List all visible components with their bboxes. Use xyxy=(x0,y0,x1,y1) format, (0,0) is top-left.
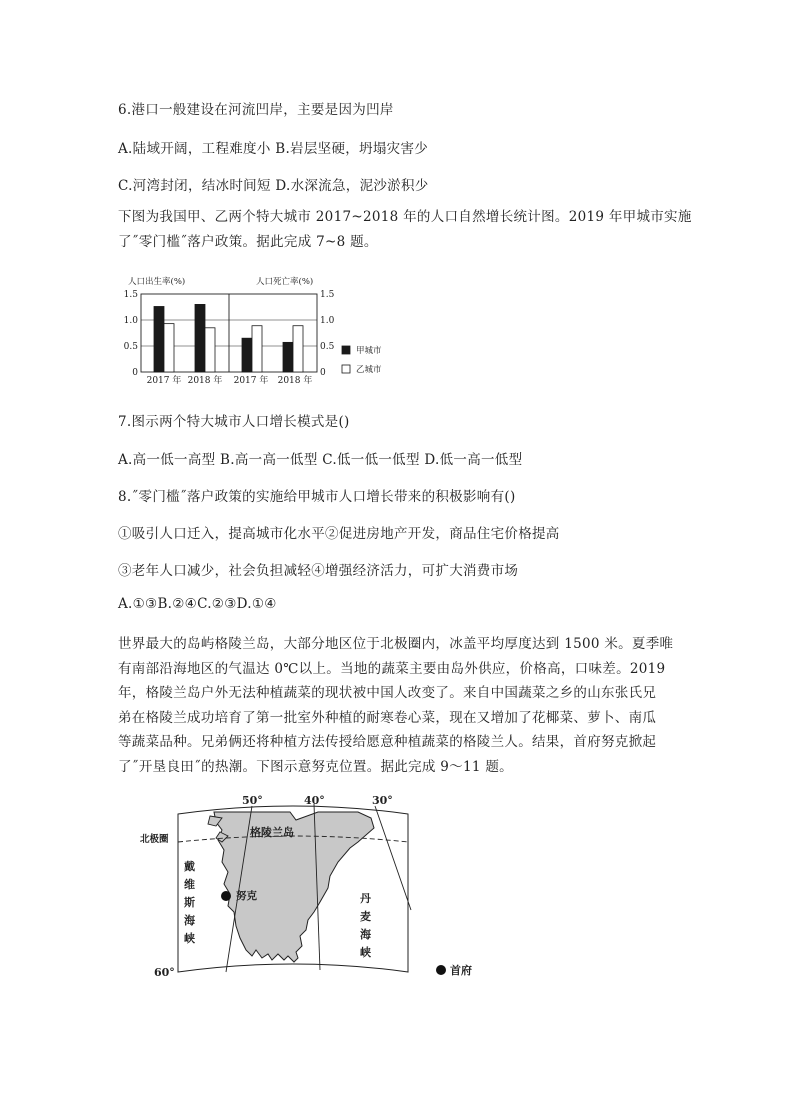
greenland-passage xyxy=(118,632,678,779)
passage-line: 等蔬菜品种。兄弟俩还将种植方法传授给愿意种植蔬菜的格陵兰人。结果，首府努克掀起 xyxy=(118,734,657,750)
strait-char: 峡 xyxy=(360,946,371,959)
bar-birth-yi-1 xyxy=(205,328,215,372)
lon-50-label: 50° xyxy=(242,794,263,807)
strait-char: 丹 xyxy=(360,892,371,905)
bar-birth-yi-0 xyxy=(164,324,174,372)
davis-strait-label xyxy=(184,859,196,945)
passage-line: 弟在格陵兰成功培育了第一批室外种植的耐寒卷心菜，现在又增加了花椰菜、萝卜、南瓜 xyxy=(118,709,657,726)
x-tick-label: 2017 年 xyxy=(146,376,182,386)
bar-death-yi-1 xyxy=(293,326,303,372)
legend-swatch-jia xyxy=(342,346,350,354)
island-label: 格陵兰岛 xyxy=(250,826,294,839)
x-tick-label: 2018 年 xyxy=(277,376,313,386)
legend-label-jia: 甲城市 xyxy=(356,346,382,356)
strait-char: 峡 xyxy=(184,932,195,945)
capital-legend-label: 首府 xyxy=(450,964,472,977)
q8-items-12: ①吸引人口迁入，提高城市化水平②促进房地产开发，商品住宅价格提高 xyxy=(118,526,560,542)
nuuk-capital-marker xyxy=(221,891,231,901)
q6-stem: 6.港口一般建设在河流凹岸，主要是因为凹岸 xyxy=(118,102,394,118)
q8-stem: 8.˝零门槛˝落户政策的实施给甲城市人口增长带来的积极影响有() xyxy=(118,489,516,505)
bar-birth-jia-1 xyxy=(195,304,205,372)
passage-line: 了˝开垦良田˝的热潮。下图示意努克位置。据此完成 9～11 题。 xyxy=(118,758,513,775)
bar-death-yi-0 xyxy=(252,326,262,372)
q6-options-ab: A.陆域开阔，工程难度小 B.岩层坚硬，坍塌灾害少 xyxy=(118,141,429,157)
legend-label-yi: 乙城市 xyxy=(356,365,382,375)
x-tick-label: 2018 年 xyxy=(187,376,223,386)
map-legend xyxy=(436,962,472,978)
birth-rate-title: 人口出生率(%) xyxy=(128,277,186,287)
y-tick-left: 1.0 xyxy=(123,316,138,326)
arctic-circle-label: 北极圈 xyxy=(140,834,169,845)
y-tick-left: 1.5 xyxy=(123,290,138,300)
q7-options: A.高一低一高型 B.高一高一低型 C.低一低一低型 D.低一高一低型 xyxy=(118,452,523,468)
x-tick-label: 2017 年 xyxy=(233,376,269,386)
intro-7-8 xyxy=(118,205,692,254)
death-rate-title: 人口死亡率(%) xyxy=(256,277,314,287)
intro-line: 了˝零门槛˝落户政策。据此完成 7~8 题。 xyxy=(118,233,378,250)
bar-death-jia-1 xyxy=(283,342,293,372)
y-tick-right: 0 xyxy=(320,368,326,378)
q7-stem: 7.图示两个特大城市人口增长模式是() xyxy=(118,414,350,430)
q8-items-34: ③老年人口减少，社会负担减轻④增强经济活力，可扩大消费市场 xyxy=(118,563,519,579)
y-tick-right: 1.0 xyxy=(320,316,335,326)
q6-options-cd: C.河湾封闭，结冰时间短 D.水深流急，泥沙淤积少 xyxy=(118,178,429,194)
y-axis-right xyxy=(320,290,335,378)
lon-40-label: 40° xyxy=(304,794,325,807)
bars-group xyxy=(154,304,303,372)
strait-char: 戴 xyxy=(184,860,195,873)
q8-options: A.①③B.②④C.②③D.①④ xyxy=(118,596,277,612)
y-tick-left: 0.5 xyxy=(123,342,138,352)
population-chart xyxy=(118,270,408,390)
y-tick-left: 0 xyxy=(132,368,138,378)
denmark-strait-label xyxy=(360,892,372,959)
strait-char: 麦 xyxy=(360,910,371,923)
greenland-map xyxy=(118,790,488,990)
capital-legend-icon xyxy=(436,965,446,975)
bar-birth-jia-0 xyxy=(154,306,164,372)
chart-legend xyxy=(342,345,382,375)
strait-char: 斯 xyxy=(184,896,195,909)
lon-30-label: 30° xyxy=(372,794,393,807)
passage-line: 有南部沿海地区的气温达 0℃以上。当地的蔬菜主要由岛外供应，价格高，口味差。2019 xyxy=(118,660,666,677)
strait-char: 维 xyxy=(184,878,195,891)
y-tick-right: 0.5 xyxy=(320,342,335,352)
y-tick-right: 1.5 xyxy=(320,290,335,300)
intro-line: 下图为我国甲、乙两个特大城市 2017~2018 年的人口自然增长统计图。2019 年甲城市实施 xyxy=(118,209,692,225)
bar-death-jia-0 xyxy=(242,338,252,372)
y-axis-left xyxy=(124,290,139,378)
strait-char: 海 xyxy=(184,914,195,927)
strait-char: 海 xyxy=(360,928,371,941)
legend-swatch-yi xyxy=(342,365,350,373)
passage-line: 世界最大的岛屿格陵兰岛，大部分地区位于北极圈内，冰盖平均厚度达到 1500 米。夏季唯 xyxy=(118,636,674,652)
nuuk-label: 努克 xyxy=(236,890,257,902)
passage-line: 年，格陵兰岛户外无法种植蔬菜的现状被中国人改变了。来自中国蔬菜之乡的山东张氏兄 xyxy=(118,685,657,701)
lat-60-label: 60° xyxy=(154,966,175,979)
